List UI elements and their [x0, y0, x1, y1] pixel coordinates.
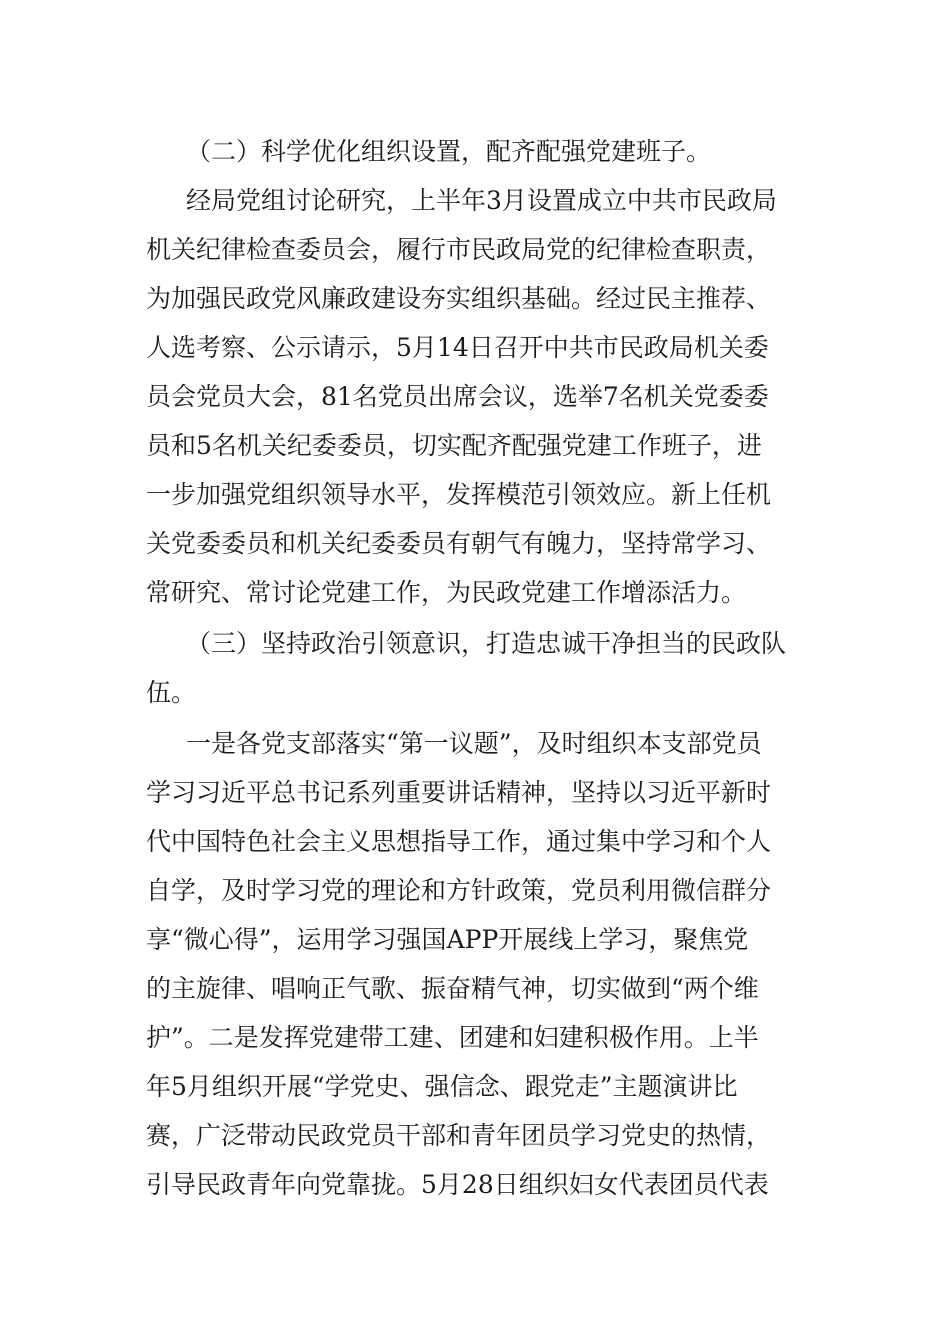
section-heading-3: （三）坚持政治引领意识，打造忠诚干净担当的民政队	[186, 629, 787, 658]
paragraph-line: 护”。二是发挥党建带工建、团建和妇建积极作用。上半	[146, 1023, 759, 1052]
paragraph-line: 机关纪律检查委员会，履行市民政局党的纪律检查职责，	[146, 235, 772, 264]
paragraph-line: 学习习近平总书记系列重要讲话精神，坚持以习近平新时	[146, 778, 772, 807]
paragraph-line: 一步加强党组织领导水平，发挥模范引领效应。新上任机	[146, 480, 772, 509]
paragraph-line: 享“微心得”，运用学习强国APP开展线上学习，聚焦党	[146, 925, 749, 954]
paragraph-line: 赛，广泛带动民政党员干部和青年团员学习党史的热情，	[146, 1121, 772, 1150]
section-heading-2: （二）科学优化组织设置，配齐配强党建班子。	[186, 137, 712, 166]
paragraph-line: 员和5名机关纪委委员，切实配齐配强党建工作班子，进	[146, 431, 762, 460]
section-heading-3-cont: 伍。	[146, 678, 197, 707]
paragraph-line: 的主旋律、唱响正气歌、振奋精气神，切实做到“两个维	[146, 974, 759, 1003]
paragraph-line: 自学，及时学习党的理论和方针政策，党员利用微信群分	[146, 876, 772, 905]
paragraph-line: 代中国特色社会主义思想指导工作，通过集中学习和个人	[146, 827, 772, 856]
paragraph-line: 员会党员大会，81名党员出席会议，选举7名机关党委委	[146, 382, 769, 411]
paragraph-line: 人选考察、公示请示，5月14日召开中共市民政局机关委	[146, 333, 769, 362]
paragraph-line: 引导民政青年向党靠拢。5月28日组织妇女代表团员代表	[146, 1170, 769, 1199]
paragraph-line: 一是各党支部落实“第一议题”，及时组织本支部党员	[186, 729, 762, 758]
paragraph-line: 常研究、常讨论党建工作，为民政党建工作增添活力。	[146, 578, 747, 607]
paragraph-line: 为加强民政党风廉政建设夯实组织基础。经过民主推荐、	[146, 284, 772, 313]
paragraph-line: 经局党组讨论研究，上半年3月设置成立中共市民政局	[186, 186, 777, 215]
paragraph-line: 年5月组织开展“学党史、强信念、跟党走”主题演讲比	[146, 1072, 738, 1101]
paragraph-line: 关党委委员和机关纪委委员有朝气有魄力，坚持常学习、	[146, 529, 772, 558]
